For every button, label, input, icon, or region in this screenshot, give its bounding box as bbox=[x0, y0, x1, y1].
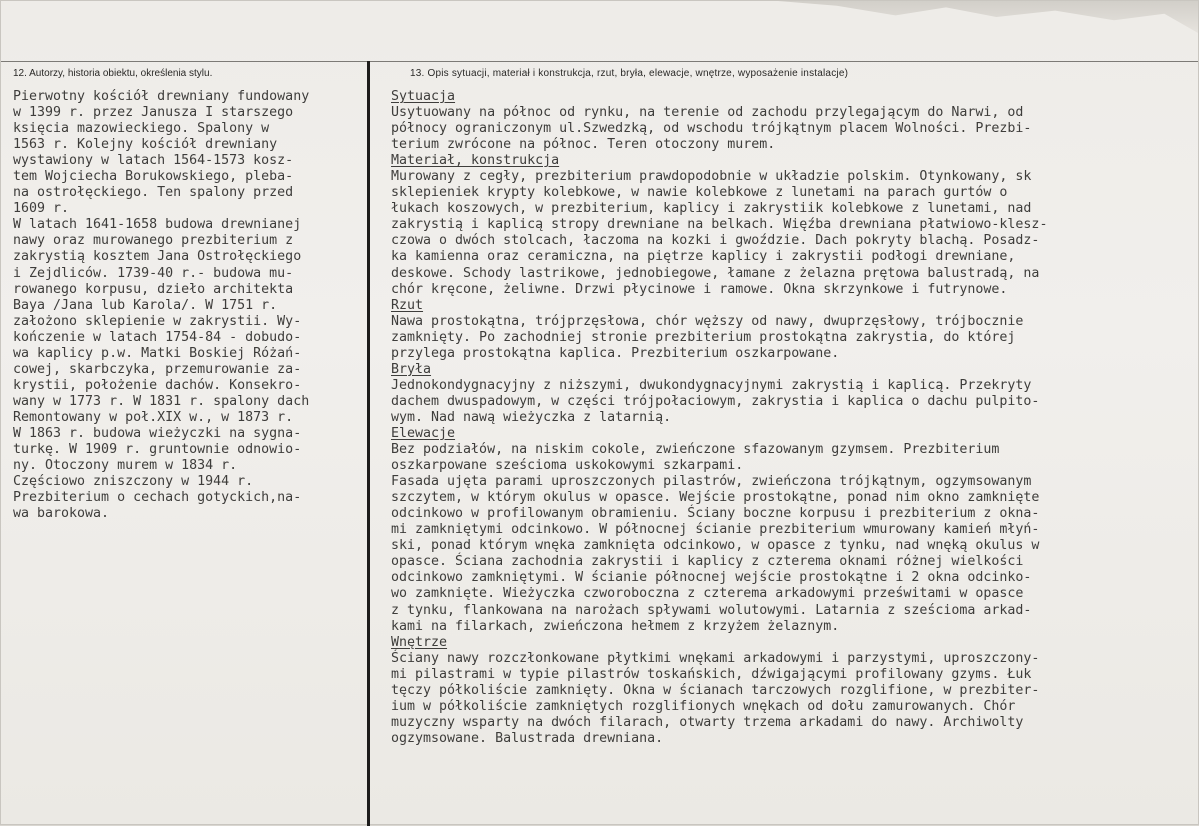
description-line: mi pilastrami w typie pilastrów toskańskich, dźwigającymi profilowany gzyms. Łuk bbox=[391, 666, 1032, 682]
history-line: zakrystią kosztem Jana Ostrołęckiego bbox=[13, 249, 302, 265]
history-line: Pierwotny kościół drewniany fundowany bbox=[13, 89, 310, 104]
description-line: Usytuowany na północ od rynku, na terenie od zachodu przylegającym do Narwi, od bbox=[391, 105, 1024, 121]
section-heading: Sytuacja bbox=[391, 89, 456, 104]
description-line: szczytem, w którym okulus w opasce. Wejście prostokątne, ponad nim okno zamknięte bbox=[391, 490, 1040, 506]
history-line: W 1863 r. budowa wieżyczki na sygna- bbox=[13, 425, 302, 441]
description-line: opasce. Ściana zachodnia zakrystii i kaplicy z czterema oknami różnej wielkości bbox=[391, 554, 1024, 570]
left-column-header: 12. Autorzy, historia obiektu, określenia stylu. bbox=[13, 68, 213, 79]
history-line: tem Wojciecha Borukowskiego, pleba- bbox=[13, 169, 294, 185]
history-line: turkę. W 1909 r. gruntownie odnowio- bbox=[13, 442, 302, 458]
history-line: ny. Otoczony murem w 1834 r. bbox=[13, 458, 238, 474]
history-line: wa barokowa. bbox=[13, 506, 110, 522]
description-line: z tynku, flankowana na narożach spływami wolutowymi. Latarnia z sześcioma arkad- bbox=[391, 602, 1032, 618]
history-line: cowej, skarbczyka, przemurowanie za- bbox=[13, 361, 302, 377]
history-line: założono sklepienie w zakrystii. Wy- bbox=[13, 313, 302, 329]
section-heading: Wnętrze bbox=[391, 634, 448, 650]
description-line: Jednokondygnacyjny z niższymi, dwukondygnacyjnymi zakrystią i kaplicą. Przekryty bbox=[391, 377, 1032, 393]
history-line: 1563 r. Kolejny kościół drewniany bbox=[13, 137, 278, 153]
header-divider bbox=[1, 61, 1198, 62]
description-line: tęczy półkoliście zamknięty. Okna w ścianach tarczowych rozglifione, w prezbiter- bbox=[391, 682, 1040, 698]
description-line: Bez podziałów, na niskim cokole, zwieńczone sfazowanym gzymsem. Prezbiterium bbox=[391, 442, 1000, 458]
description-line: zakrystią i kaplicą stropy drewniane na belkach. Więźba drewniana płatwiowo-klesz- bbox=[391, 217, 1048, 233]
section-heading: Materiał, konstrukcja bbox=[391, 153, 560, 169]
history-line: na ostrołęckiego. Ten spalony przed bbox=[13, 185, 294, 201]
history-line: księcia mazowieckiego. Spalony w bbox=[13, 121, 270, 137]
history-line: W latach 1641-1658 budowa drewnianej bbox=[13, 217, 302, 233]
description-line: Fasada ujęta parami uproszczonych pilastrów, zwieńczona trójkątnym, ogzymsowanym bbox=[391, 474, 1032, 490]
description-line: kami na filarkach, zwieńczona hełmem z krzyżem żelaznym. bbox=[391, 618, 840, 634]
description-line: ium w półkoliście zamkniętych rozglifionych wnękach od dołu zamurowanych. Chór bbox=[391, 698, 1016, 714]
section-heading: Rzut bbox=[391, 297, 424, 313]
history-line: rowanego korpusu, dzieło architekta bbox=[13, 281, 294, 297]
right-column-header: 13. Opis sytuacji, materiał i konstrukcja, rzut, bryła, elewacje, wnętrze, wyposażenie instalacje) bbox=[410, 68, 849, 79]
description-line: muzyczny wsparty na dwóch filarach, otwarty trzema arkadami do nawy. Archiwolty bbox=[391, 714, 1024, 730]
description-line: sklepieniek krypty kolebkowe, w nawie kolebkowe z lunetami na parach gurtów o bbox=[391, 185, 1008, 201]
history-line: 1609 r. bbox=[13, 201, 70, 217]
description-line: Ściany nawy rozczłonkowane płytkimi wnękami arkadowymi i parzystymi, uproszczony- bbox=[391, 650, 1040, 666]
description-line: Murowany z cegły, prezbiterium prawdopodobnie w układzie polskim. Otynkowany, sk bbox=[391, 169, 1032, 185]
description-line: wym. Nad nawą wieżyczka z latarnią. bbox=[391, 409, 672, 425]
section-heading: Elewacje bbox=[391, 425, 456, 441]
history-line: Częściowo zniszczony w 1944 r. bbox=[13, 474, 254, 490]
description-line: zamknięty. Po zachodniej stronie prezbiterium prostokątna zakrystia, do której bbox=[391, 329, 1016, 345]
history-line: kończenie w latach 1754-84 - dobudo- bbox=[13, 329, 302, 345]
history-line: Remontowany w poł.XIX w., w 1873 r. bbox=[13, 409, 294, 425]
description-line: chór kręcone, żeliwne. Drzwi płycinowe i ramowe. Okna skrzynkowe i futrynowe. bbox=[391, 281, 1008, 297]
history-line: Baya /Jana lub Karola/. W 1751 r. bbox=[13, 297, 278, 313]
history-line: wa kaplicy p.w. Matki Boskiej Różań- bbox=[13, 345, 302, 361]
description-line: terium zwrócone na północ. Teren otoczony murem. bbox=[391, 137, 776, 153]
description-line: odcinkowo w profilowanym obramieniu. Ściany boczne korpusu i prezbiterium z okna- bbox=[391, 506, 1040, 522]
description-line: północy ograniczonym ul.Szwedzką, od wschodu trójkątnym placem Wolności. Prezbi- bbox=[391, 121, 1032, 137]
description-line: ka kamienna oraz ceramiczna, na piętrze kaplicy i zakrystii podłogi drewniane, bbox=[391, 249, 1016, 265]
description-line: dachem dwuspadowym, w części trójpołaciowym, zakrystia i kaplica o dachu pulpito- bbox=[391, 393, 1040, 409]
history-line: Prezbiterium o cechach gotyckich,na- bbox=[13, 490, 302, 506]
history-line: wystawiony w latach 1564-1573 kosz- bbox=[13, 153, 294, 169]
description-line: wo zamknięte. Wieżyczka czworoboczna z czterema arkadowymi prześwitami w opasce bbox=[391, 586, 1024, 602]
history-line: i Zejdliców. 1739-40 r.- budowa mu- bbox=[13, 265, 294, 281]
history-line: krystii, położenie dachów. Konsekro- bbox=[13, 377, 302, 393]
description-line: deskowe. Schody lastrikowe, jednobiegowe, łamane z żelazna prętowa balustradą, na bbox=[391, 265, 1040, 281]
history-line: w 1399 r. przez Janusza I starszego bbox=[13, 105, 294, 121]
description-line: oszkarpowane sześcioma uskokowymi szkarpami. bbox=[391, 458, 744, 474]
description-text bbox=[391, 89, 1191, 747]
history-line: nawy oraz murowanego prezbiterium z bbox=[13, 233, 294, 249]
history-line: wany w 1773 r. W 1831 r. spalony dach bbox=[13, 393, 310, 409]
column-divider bbox=[367, 61, 370, 826]
description-line: przylega prostokątna kaplica. Prezbiterium oszkarpowane. bbox=[391, 345, 840, 361]
torn-edge bbox=[778, 1, 1198, 33]
history-text bbox=[13, 89, 365, 522]
section-heading: Bryła bbox=[391, 361, 432, 377]
description-line: mi zamkniętymi odcinkowo. W północnej ścianie prezbiterium wmurowany kamień młyń- bbox=[391, 522, 1040, 538]
description-line: odcinkowo zamkniętymi. W ścianie północnej wejście prostokątne i 2 okna odcinko- bbox=[391, 570, 1032, 586]
description-line: łukach koszowych, w prezbiterium, kaplicy i zakrystiik kolebkowe z lunetami, nad bbox=[391, 201, 1032, 217]
description-line: Nawa prostokątna, trójprzęsłowa, chór węższy od nawy, dwuprzęsłowy, trójbocznie bbox=[391, 313, 1024, 329]
description-line: ski, ponad którym wnęka zamknięta odcinkowo, w opasce z tynku, nad wnęką okulus w bbox=[391, 538, 1040, 554]
description-line: ogzymsowane. Balustrada drewniana. bbox=[391, 730, 664, 746]
description-line: czowa o dwóch stolcach, łaczoma na kozki i gwoździe. Dach pokryty blachą. Posadz- bbox=[391, 233, 1040, 249]
